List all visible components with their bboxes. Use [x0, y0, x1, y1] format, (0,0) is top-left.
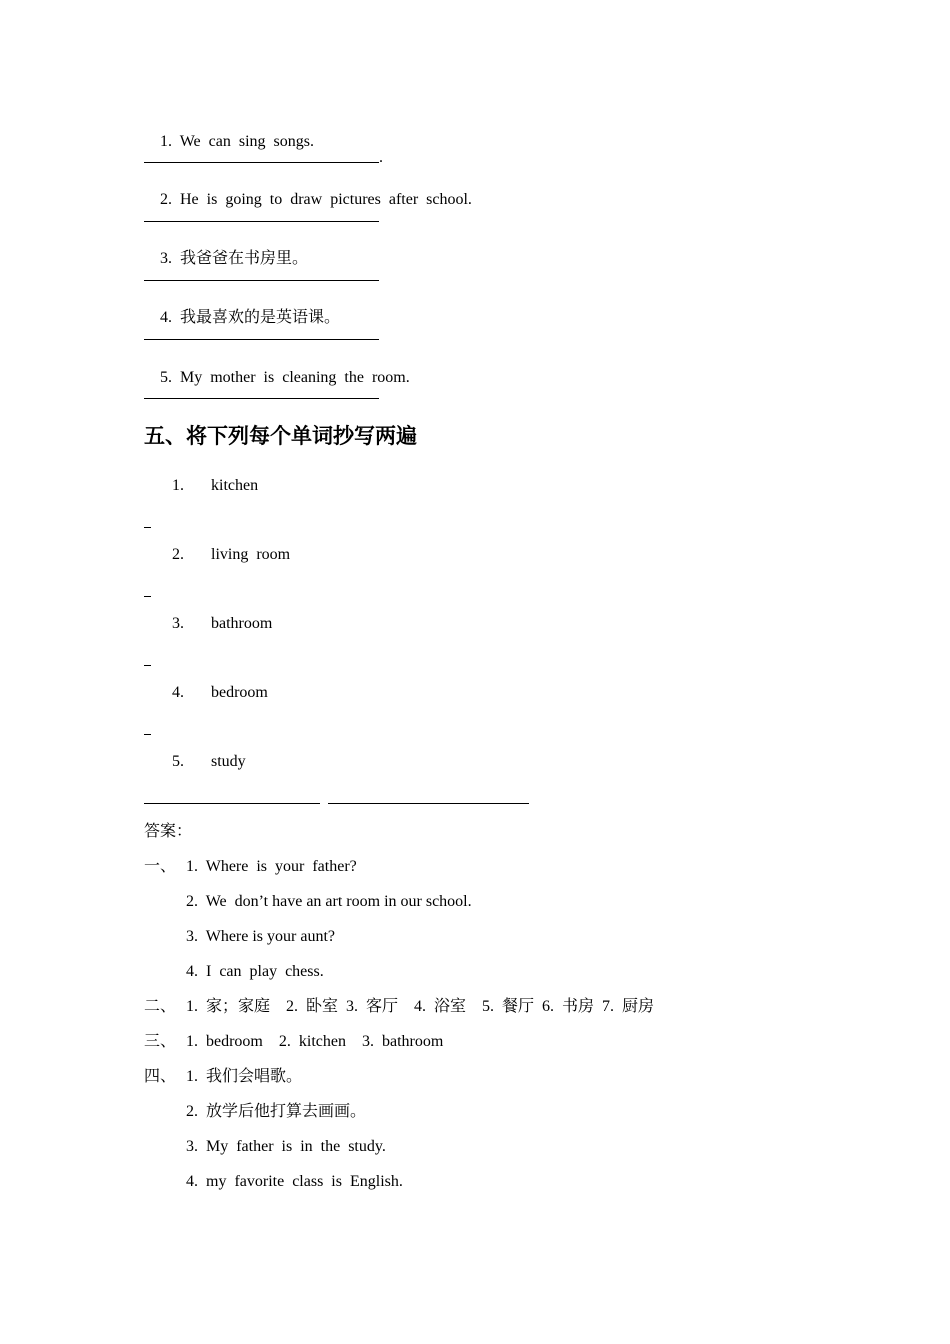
copy-blank-2[interactable] — [144, 596, 151, 597]
copy-blank-5a[interactable] — [144, 803, 320, 804]
s4-item-4 — [144, 294, 340, 342]
item-number: 3. — [160, 250, 172, 267]
copy-blank-4[interactable] — [144, 734, 151, 735]
answer-group-marker-3: 三、 — [144, 1033, 177, 1050]
answer-line: 4. I can play chess. — [186, 963, 324, 980]
section5-title: 五、将下列每个单词抄写两遍 — [144, 424, 417, 448]
item-number: 5. — [160, 369, 172, 386]
answer-line: 1. Where is your father? — [186, 858, 357, 875]
s5-item-5-num: 5. — [172, 753, 184, 770]
s5-item-1-num: 1. — [172, 477, 184, 494]
s5-item-4-num: 4. — [172, 684, 184, 701]
item-text: 我最喜欢的是英语课。 — [180, 309, 341, 326]
item-text: My mother is cleaning the room. — [180, 369, 410, 386]
s5-item-2-word: living room — [211, 546, 291, 563]
answer-line-3[interactable] — [144, 280, 379, 281]
s5-item-3-word: bathroom — [211, 615, 273, 632]
answer-line-5[interactable] — [144, 398, 379, 399]
s5-item-2-num: 2. — [172, 546, 184, 563]
answer-line: 2. 放学后他打算去画画。 — [186, 1103, 367, 1120]
copy-blank-3[interactable] — [144, 665, 151, 666]
s4-item-3 — [144, 235, 308, 283]
item-text: We can sing songs. — [179, 133, 314, 150]
answer-line-1[interactable] — [144, 162, 379, 163]
answer-line: 1. 家；家庭 2. 卧室 3. 客厅 4. 浴室 5. 餐厅 6. 书房 7. 厨房 — [186, 998, 655, 1015]
s5-item-5-word: study — [211, 753, 246, 770]
s5-item-1-word: kitchen — [211, 477, 259, 494]
answer-line: 1. 我们会唱歌。 — [186, 1068, 303, 1085]
answer-line-2[interactable] — [144, 221, 379, 222]
copy-blank-1[interactable] — [144, 527, 151, 528]
answer-line: 2. We don’t have an art room in our school. — [186, 893, 472, 910]
item-text: He is going to draw pictures after school. — [180, 191, 472, 208]
item-number: 4. — [160, 309, 172, 326]
item-number: 1. — [160, 133, 172, 150]
answer-line-4[interactable] — [144, 339, 379, 340]
answer-line: 1. bedroom 2. kitchen 3. bathroom — [186, 1033, 444, 1050]
answers-label: 答案： — [144, 823, 193, 840]
line-end-period: . — [379, 149, 383, 166]
answer-line: 3. My father is in the study. — [186, 1138, 386, 1155]
item-text: 我爸爸在书房里。 — [180, 250, 309, 267]
s4-item-1 — [144, 118, 314, 166]
answer-group-marker-1: 一、 — [144, 858, 177, 875]
answer-group-marker-4: 四、 — [144, 1068, 177, 1085]
s5-item-3-num: 3. — [172, 615, 184, 632]
s5-item-4-word: bedroom — [211, 684, 268, 701]
s4-item-2 — [144, 176, 472, 224]
answer-line: 3. Where is your aunt? — [186, 928, 335, 945]
answer-group-marker-2: 二、 — [144, 998, 177, 1015]
item-number: 2. — [160, 191, 172, 208]
copy-blank-5b[interactable] — [328, 803, 529, 804]
s4-item-5 — [144, 354, 410, 402]
answer-line: 4. my favorite class is English. — [186, 1173, 403, 1190]
